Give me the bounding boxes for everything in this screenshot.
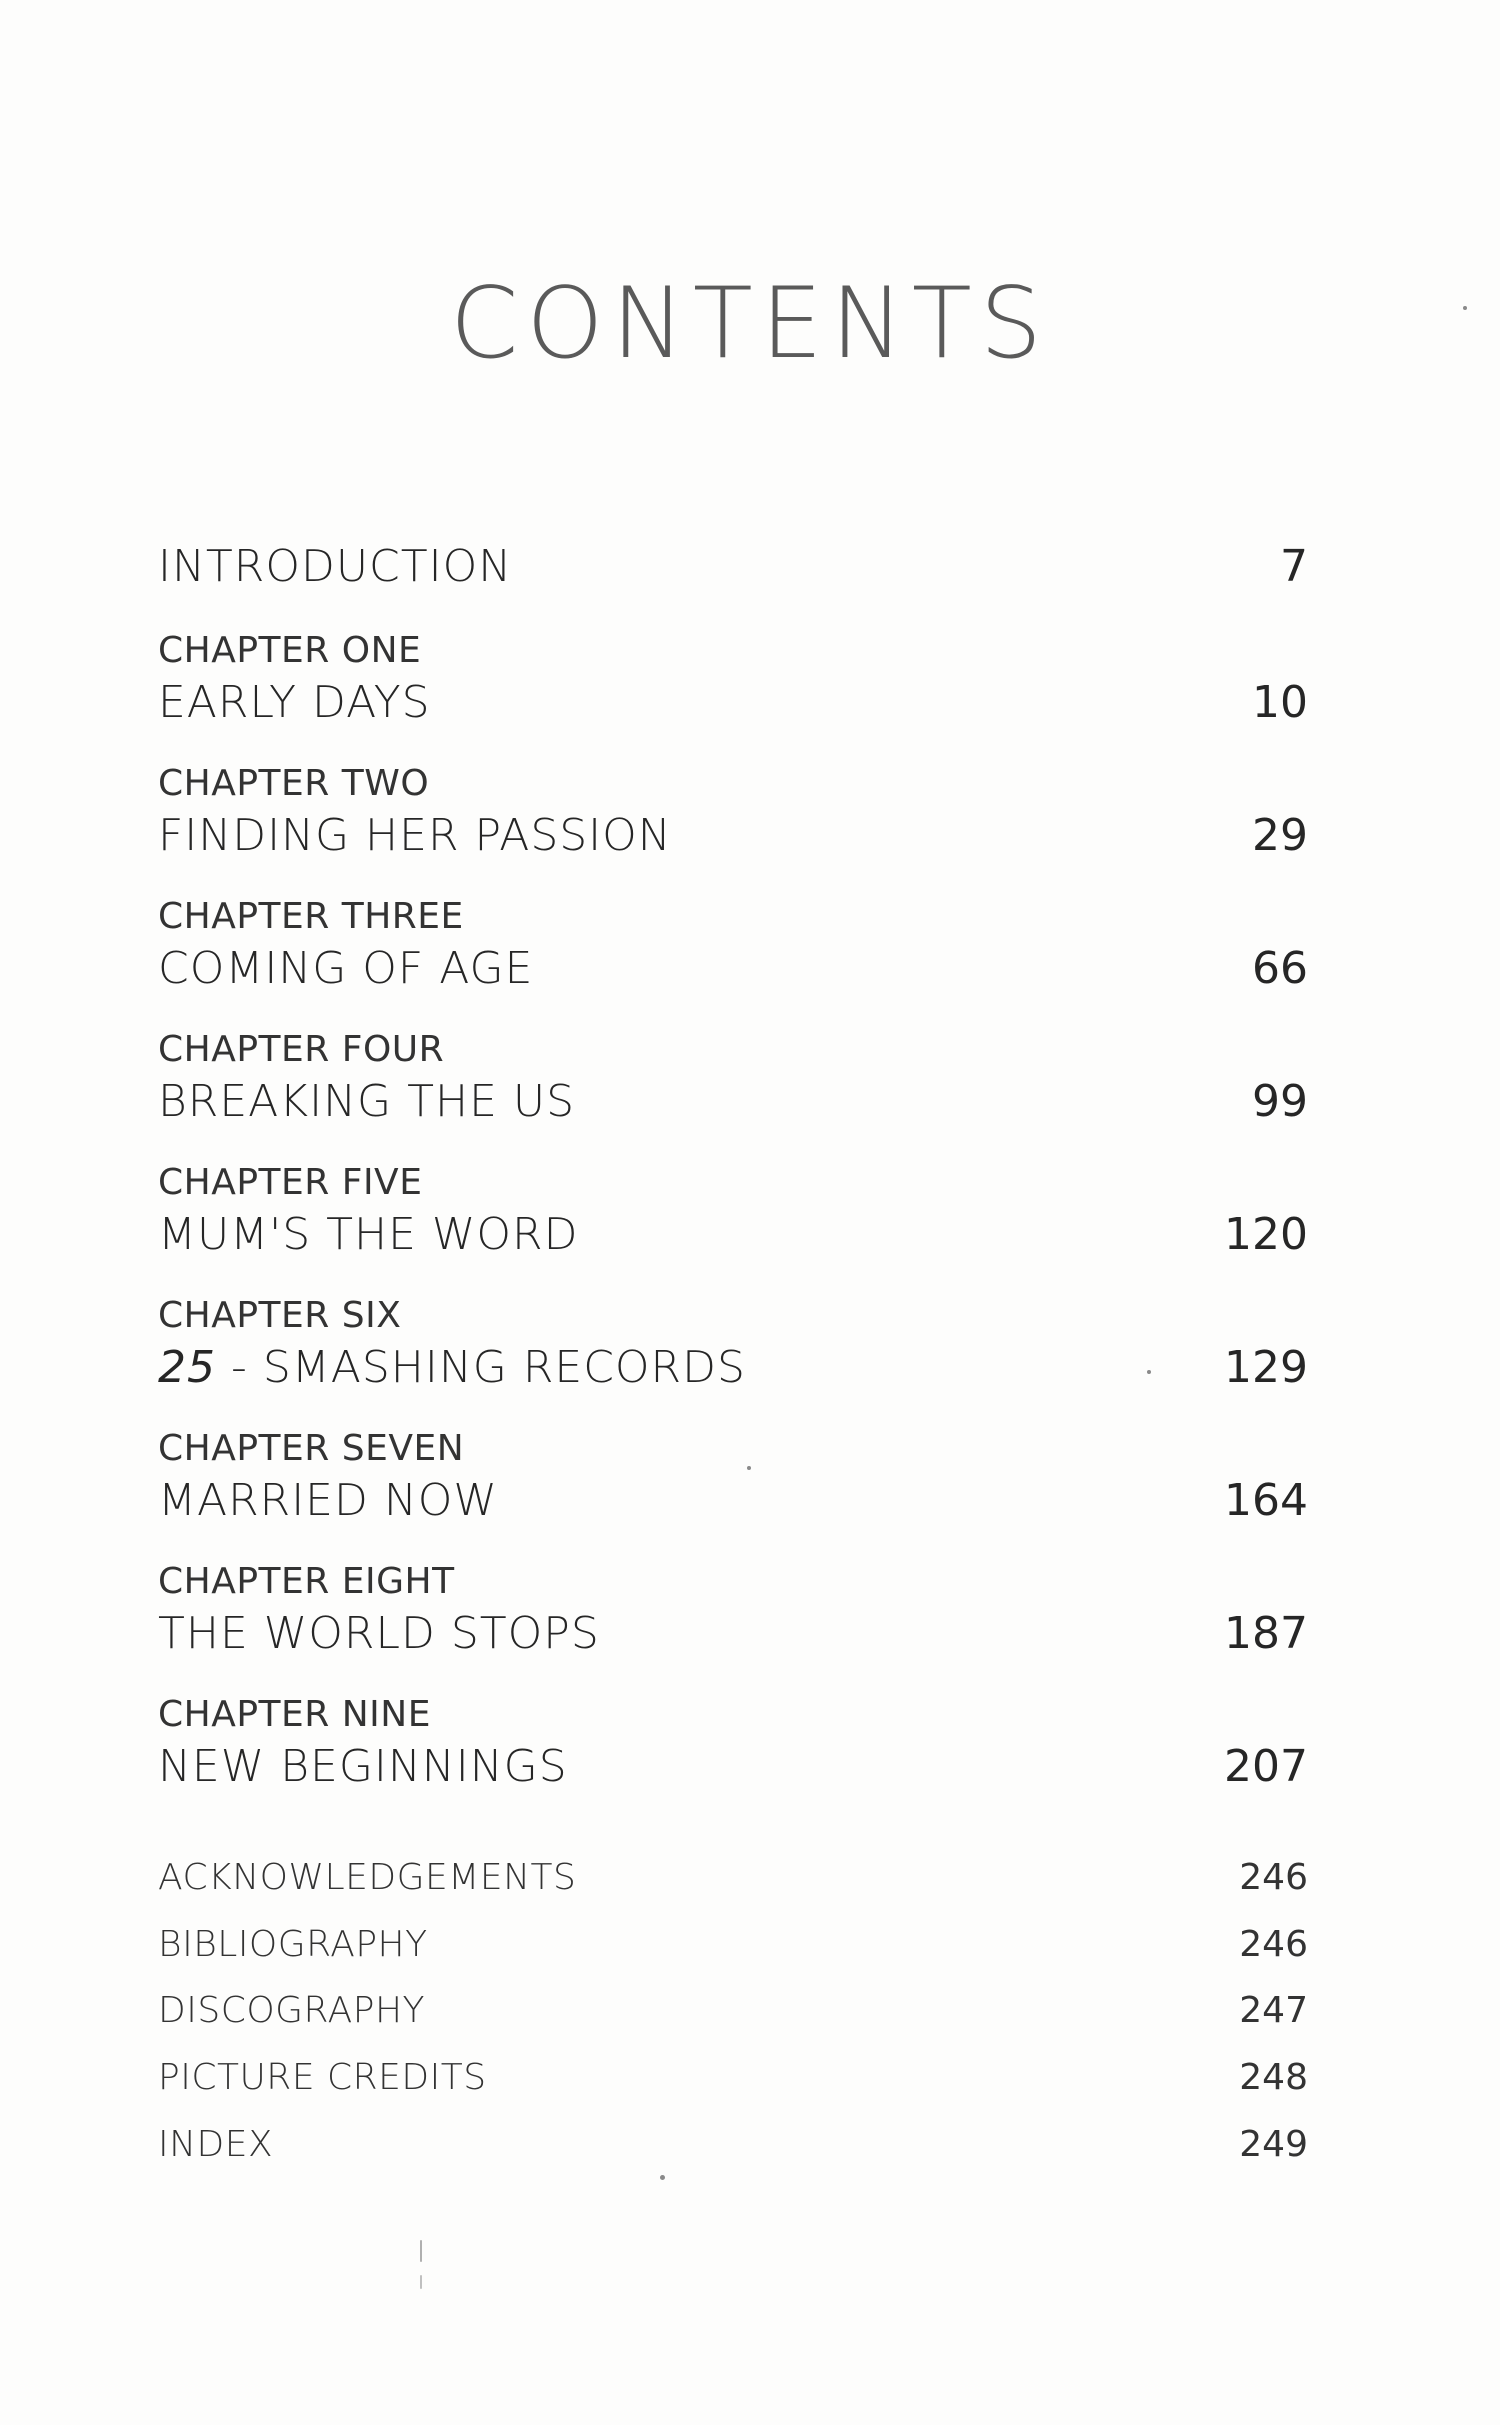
chapter-page: 187 [1224,1608,1308,1659]
chapter-title: MARRIED NOW [158,1475,498,1526]
chapter-number: CHAPTER SIX [158,1295,402,1336]
chapter-title: NEW BEGINNINGS [158,1741,568,1792]
chapter-title: BREAKING THE US [158,1076,575,1127]
chapter-page: 99 [1252,1076,1308,1127]
chapter-number: CHAPTER ONE [158,630,422,671]
backmatter-page: 248 [1239,2057,1308,2098]
backmatter-title: DISCOGRAPHY [158,1990,426,2031]
chapter-number: CHAPTER EIGHT [158,1561,455,1602]
chapter-title-rest: - SMASHING RECORDS [216,1342,746,1393]
chapter-number: CHAPTER NINE [158,1694,431,1735]
backmatter-page: 249 [1239,2124,1308,2165]
chapter-title: EARLY DAYS [158,677,431,728]
backmatter-title: BIBLIOGRAPHY [158,1924,428,1965]
backmatter-page: 246 [1239,1924,1308,1965]
chapter-number: CHAPTER THREE [158,896,464,937]
scan-speck [420,2240,422,2262]
chapter-page: 207 [1224,1741,1308,1792]
toc-entry-page: 7 [1280,541,1308,592]
chapter-number: CHAPTER FOUR [158,1029,445,1070]
chapter-number: CHAPTER FIVE [158,1162,423,1203]
chapter-page: 29 [1252,810,1308,861]
chapter-title: FINDING HER PASSION [158,810,672,861]
chapter-title: MUM'S THE WORD [158,1209,579,1260]
chapter-page: 164 [1224,1475,1308,1526]
scan-speck [420,2275,422,2289]
scan-speck [1147,1370,1151,1374]
backmatter-page: 246 [1239,1857,1308,1898]
chapter-page: 120 [1224,1209,1308,1260]
backmatter-title: PICTURE CREDITS [158,2057,487,2098]
backmatter-title: INDEX [158,2124,274,2165]
chapter-number: CHAPTER TWO [158,763,430,804]
chapter-title: COMING OF AGE [158,943,534,994]
chapter-page: 10 [1252,677,1308,728]
chapter-page: 129 [1224,1342,1308,1393]
backmatter-title: ACKNOWLEDGEMENTS [158,1857,577,1898]
toc-entry-title: INTRODUCTION [158,541,513,592]
chapter-page: 66 [1252,943,1308,994]
scan-speck [1463,306,1467,310]
chapter-title-italic: 25 [158,1342,216,1393]
chapter-title: THE WORLD STOPS [158,1608,600,1659]
chapter-title [158,1342,746,1393]
scan-speck [660,2175,665,2180]
backmatter-page: 247 [1239,1990,1308,2031]
scan-speck [747,1466,751,1470]
page-title: CONTENTS [449,267,1051,381]
chapter-number: CHAPTER SEVEN [158,1428,465,1469]
